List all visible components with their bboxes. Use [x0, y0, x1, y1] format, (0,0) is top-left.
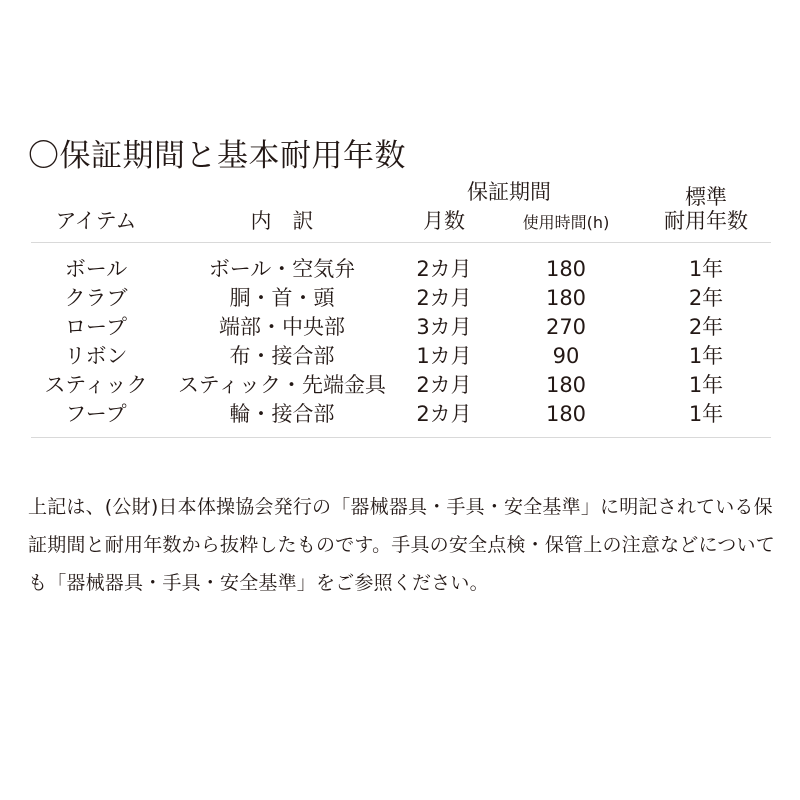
cell-hours: 90	[552, 344, 580, 368]
cell-hours: 180	[545, 402, 587, 426]
header-warranty-group: 保証期間	[467, 180, 551, 204]
cell-years: 1年	[688, 257, 724, 281]
cell-years: 1年	[688, 344, 724, 368]
cell-breakdown: 胴・首・頭	[229, 286, 335, 310]
cell-months: 3カ月	[416, 315, 472, 339]
table-top-rule	[31, 242, 771, 243]
header-standard-line2: 耐用年数	[664, 209, 748, 233]
cell-years: 2年	[688, 315, 724, 339]
cell-hours: 270	[545, 315, 587, 339]
cell-breakdown: スティック・先端金具	[178, 373, 386, 397]
header-item: アイテム	[55, 209, 137, 233]
cell-breakdown: 端部・中央部	[219, 315, 345, 339]
header-breakdown: 内 訳	[250, 209, 314, 233]
cell-months: 2カ月	[416, 286, 472, 310]
cell-years: 1年	[688, 373, 724, 397]
cell-hours: 180	[545, 286, 587, 310]
header-months: 月数	[423, 209, 465, 233]
cell-hours: 180	[545, 257, 587, 281]
cell-item: リボン	[64, 344, 128, 368]
cell-breakdown: 布・接合部	[229, 344, 335, 368]
table-row	[0, 284, 800, 313]
table-bottom-rule	[31, 437, 771, 438]
cell-years: 2年	[688, 286, 724, 310]
table-row	[0, 342, 800, 371]
footnote-paragraph: 上記は、(公財)日本体操協会発行の「器械器具・手具・安全基準」に明記されている保証期間と耐用年数から抜粋したものです。手具の安全点検・保管上の注意などについても「器械器具・手具・安全基準」をご参照ください。	[28, 496, 775, 594]
cell-breakdown: ボール・空気弁	[208, 257, 356, 281]
cell-hours: 180	[545, 373, 587, 397]
cell-years: 1年	[688, 402, 724, 426]
cell-breakdown: 輪・接合部	[229, 402, 335, 426]
cell-months: 2カ月	[416, 373, 472, 397]
cell-months: 2カ月	[416, 402, 472, 426]
table-row	[0, 313, 800, 342]
table-row	[0, 400, 800, 429]
cell-item: フープ	[65, 402, 127, 426]
table-row	[0, 371, 800, 400]
cell-item: ロープ	[65, 315, 127, 339]
header-hours: 使用時間(h)	[522, 213, 610, 232]
cell-item: ボール	[64, 257, 128, 281]
cell-item: クラブ	[64, 286, 128, 310]
cell-item: スティック	[44, 373, 148, 397]
header-standard-line1: 標準	[685, 185, 727, 209]
table-row	[0, 255, 800, 284]
page-title: 〇保証期間と基本耐用年数	[28, 138, 406, 174]
cell-months: 1カ月	[416, 344, 472, 368]
cell-months: 2カ月	[416, 257, 472, 281]
